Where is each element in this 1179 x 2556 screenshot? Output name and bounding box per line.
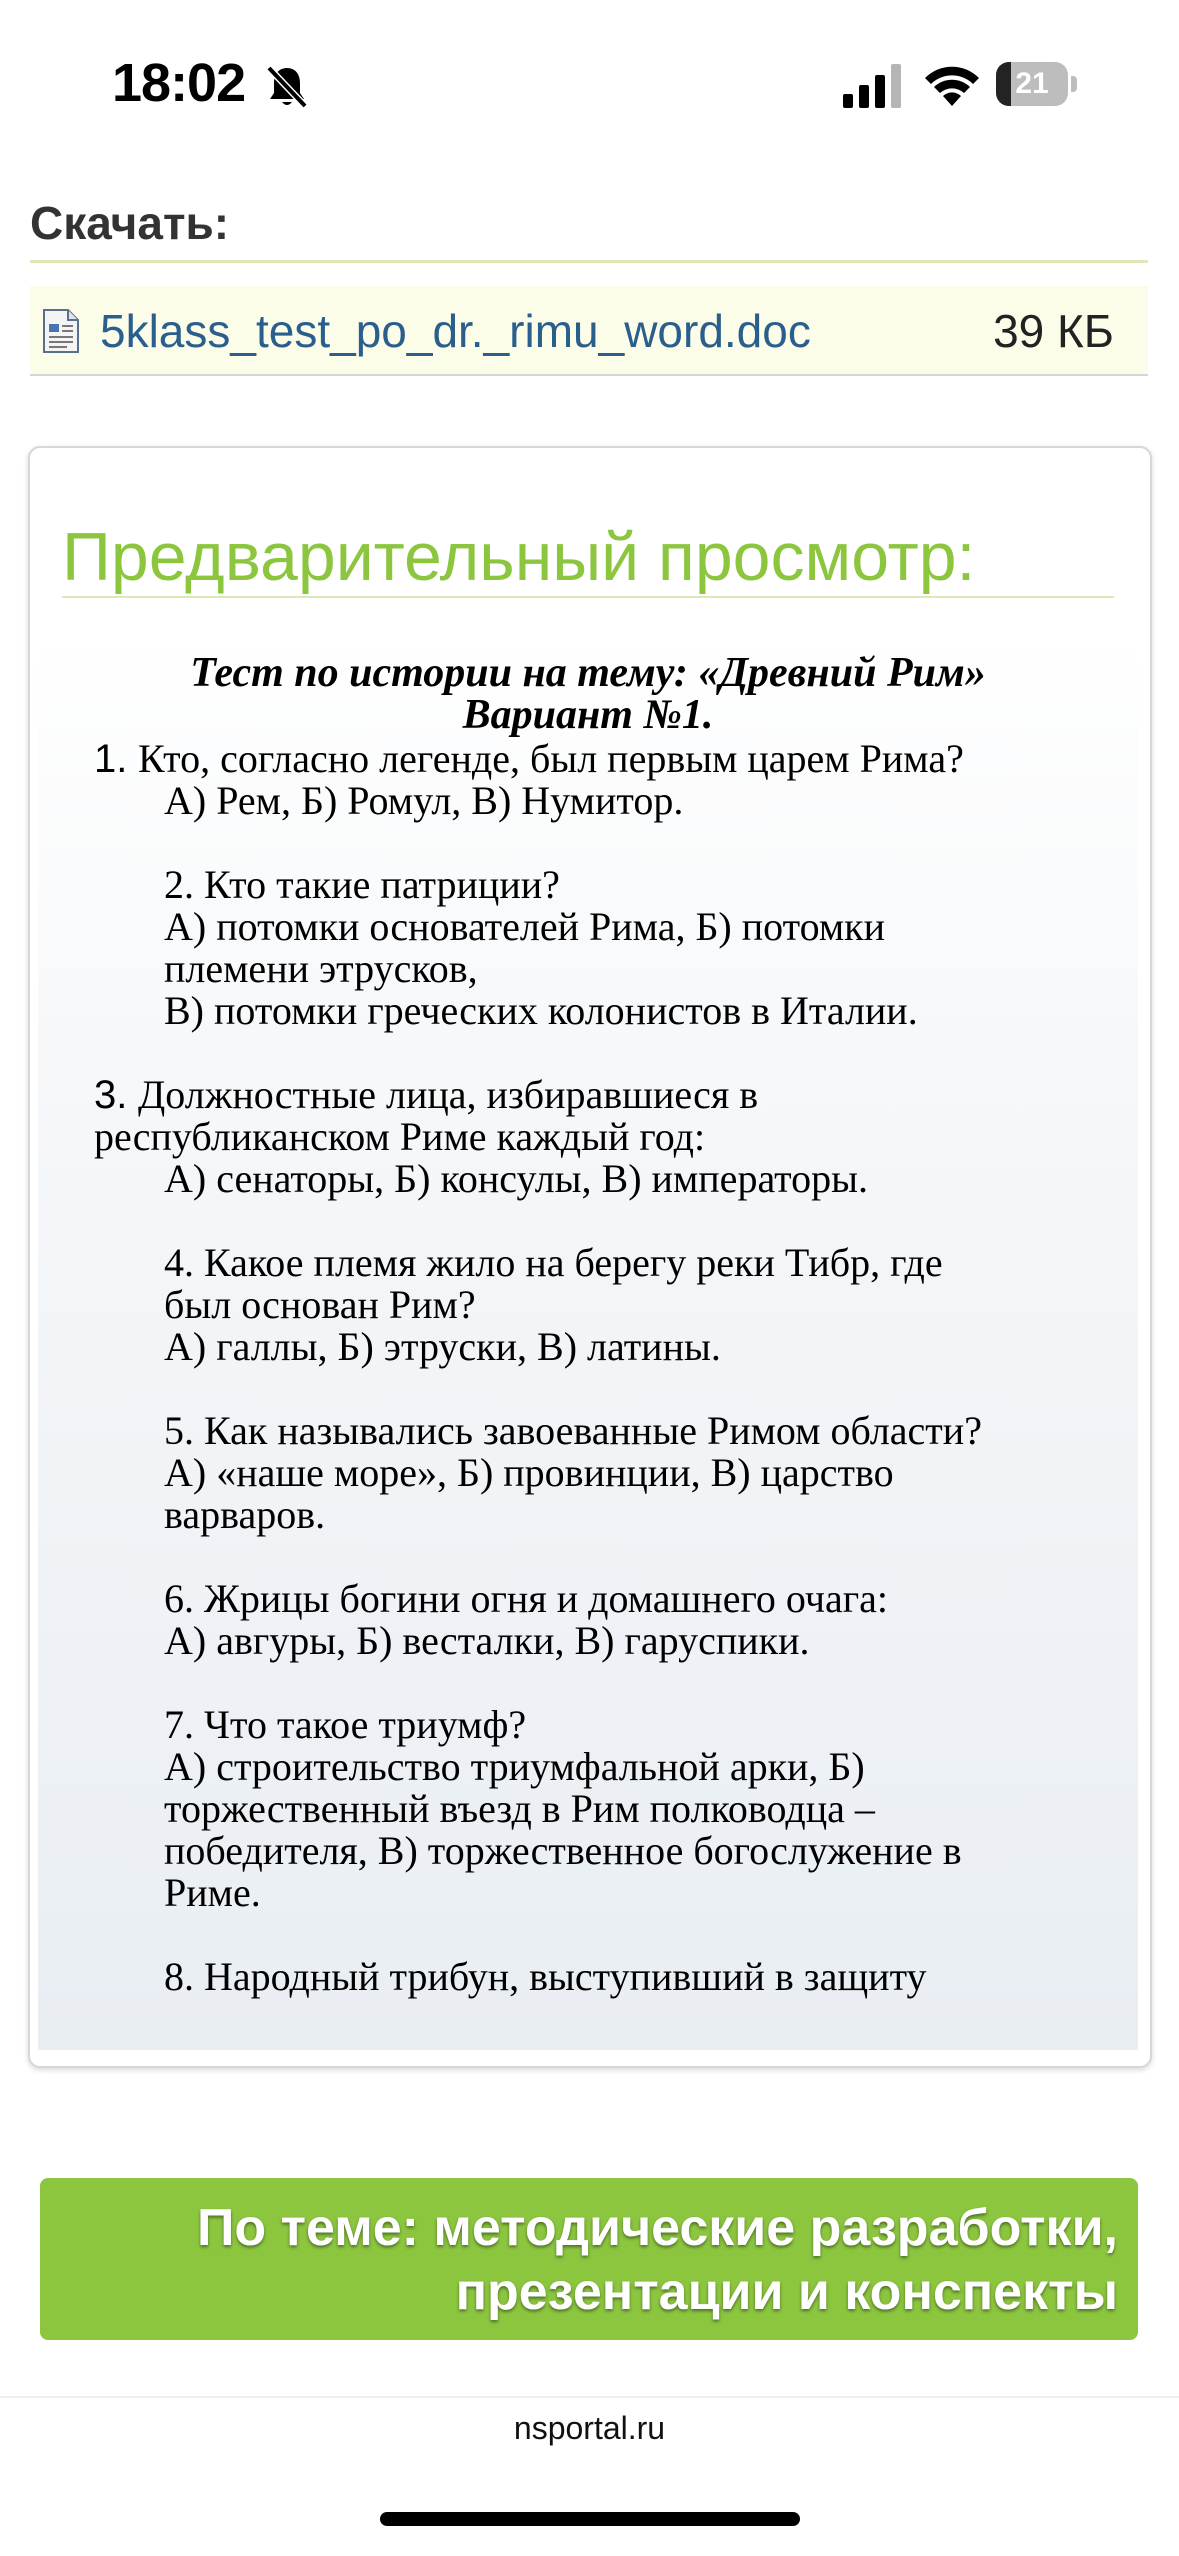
answer-options: торжественный въезд в Рим полководца – <box>164 1786 875 1831</box>
document-variant: Вариант №1. <box>462 692 714 738</box>
answer-options: А) сенаторы, Б) консулы, В) императоры. <box>164 1156 868 1201</box>
divider <box>30 260 1148 263</box>
question-number: 3. <box>94 1073 128 1117</box>
question-text: был основан Рим? <box>164 1282 476 1327</box>
file-size: 39 КБ <box>993 305 1114 357</box>
question-text: 2. Кто такие патриции? <box>164 862 560 907</box>
question-text: республиканском Риме каждый год: <box>94 1114 706 1159</box>
banner-line-2: презентации и конспекты <box>455 2263 1118 2321</box>
cellular-signal-icon <box>843 64 903 108</box>
file-download-link[interactable]: 5klass_test_po_dr._rimu_word.doc <box>100 305 811 357</box>
preview-title: Предварительный просмотр: <box>62 519 976 595</box>
answer-options: А) галлы, Б) этруски, В) латины. <box>164 1324 721 1369</box>
question-text: 7. Что такое триумф? <box>164 1702 527 1747</box>
wifi-icon <box>922 60 982 108</box>
banner-line-1: По теме: методические разработки, <box>196 2199 1118 2257</box>
site-domain: nsportal.ru <box>513 2410 666 2446</box>
answer-options: А) потомки основателей Рима, Б) потомки <box>164 904 885 949</box>
status-bar <box>0 0 1179 170</box>
question-text: 6. Жрицы богини огня и домашнего очага: <box>164 1576 888 1621</box>
question-text: 8. Народный трибун, выступивший в защиту <box>164 1954 927 1999</box>
answer-options: А) строительство триумфальной арки, Б) <box>164 1744 865 1789</box>
divider <box>0 2396 1179 2398</box>
answer-options: А) «наше море», Б) провинции, В) царство <box>164 1450 894 1495</box>
answer-options: победителя, В) торжественное богослужение в <box>164 1828 962 1873</box>
answer-options: Риме. <box>164 1870 261 1915</box>
divider <box>62 596 1114 598</box>
battery-indicator <box>996 62 1078 110</box>
divider <box>30 374 1148 376</box>
home-indicator[interactable] <box>380 2512 800 2526</box>
question-text: 4. Какое племя жило на берегу реки Тибр, где <box>164 1240 943 1285</box>
question-number: 1. <box>94 737 128 781</box>
question-text: Кто, согласно легенде, был первым царем Рима? <box>138 736 964 781</box>
answer-options: В) потомки греческих колонистов в Италии. <box>164 988 918 1033</box>
bell-slash-icon <box>262 62 312 112</box>
question-text: 5. Как назывались завоеванные Римом области? <box>164 1408 982 1453</box>
question-text: Должностные лица, избиравшиеся в <box>138 1072 759 1117</box>
download-file-row[interactable] <box>30 286 1148 374</box>
document-icon <box>42 308 80 354</box>
answer-options: А) авгуры, Б) весталки, В) гаруспики. <box>164 1618 810 1663</box>
answer-options: А) Рем, Б) Ромул, В) Нумитор. <box>164 778 684 823</box>
status-time: 18:02 <box>112 53 246 113</box>
answer-options: варваров. <box>164 1492 326 1537</box>
answer-options: племени этрусков, <box>164 946 478 991</box>
related-topics-banner[interactable] <box>40 2178 1138 2340</box>
document-title: Тест по истории на тему: «Древний Рим» <box>190 650 986 696</box>
battery-percent: 21 <box>1015 67 1049 100</box>
document-preview[interactable] <box>38 630 1138 2050</box>
download-heading: Скачать: <box>30 197 230 249</box>
